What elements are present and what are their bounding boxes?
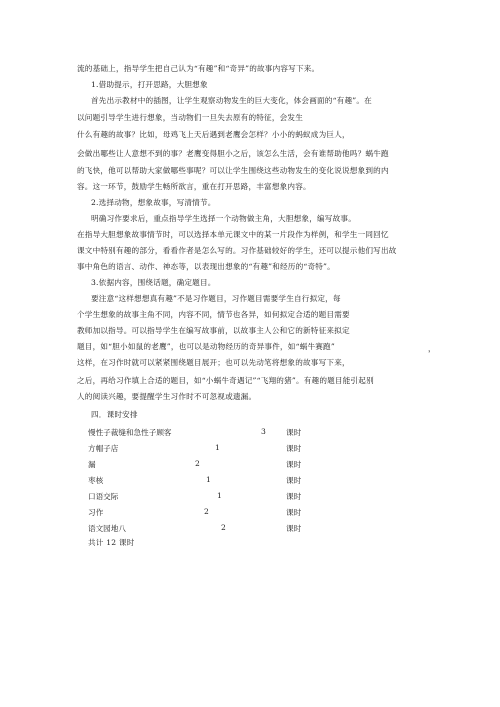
- hours-unit: 课时: [286, 492, 302, 501]
- text-line: 容。这一环节，鼓励学生畅所欲言，重在打开思路，丰富想象内容。: [77, 182, 311, 191]
- text-line: 题目，如“胆小如鼠的老鹰”，也可以是动物经历的奇异事件，如“蜗牛赛跑”: [77, 342, 335, 351]
- hours-unit: 课时: [286, 460, 302, 469]
- hours-unit: 课时: [286, 476, 302, 485]
- lesson-name: 口语交际: [88, 492, 119, 501]
- text-line: 教师加以指导。可以指导学生在编写故事前，以故事主人公和它的新特征来拟定: [77, 326, 350, 335]
- section-heading: 四．课时安排: [91, 410, 138, 419]
- text-line: 事中角色的语言、动作、神态等，以表现出想象的“有趣”和经历的“奇特”。: [77, 262, 335, 271]
- text-line: 的飞快，他可以帮助大家做哪些事呢？可以让学生围绕这些动物发生的变化说说想象到的内: [77, 166, 389, 175]
- text-line: 会做出哪些让人意想不到的事？老鹰变得胆小之后，该怎么生活，会有谁帮助他吗？蜗牛跑: [77, 149, 389, 158]
- text-line: 明确习作要求后，重点指导学生选择一个动物做主角，大胆想象，编写故事。: [91, 214, 356, 223]
- text-line: 个学生想象的故事主角不同，内容不同，情节也各异，如何拟定合适的题目需要: [77, 310, 350, 319]
- section-heading: 3.依据内容，围绕话题，确定题目。: [91, 278, 216, 287]
- hours-unit: 课时: [286, 428, 302, 437]
- text-line: 课文中特别有趣的部分，看看作者是怎么写的。习作基础较好的学生，还可以提示他们写出故: [77, 246, 397, 255]
- lesson-hours: 2: [221, 523, 226, 532]
- lesson-name: 习作: [88, 508, 104, 517]
- schedule-row: [88, 443, 328, 453]
- text-line: 人的阅读兴趣，要提醒学生习作时不可忽视或遗漏。: [77, 392, 257, 401]
- lesson-hours: 3: [261, 427, 266, 436]
- schedule-row: [88, 459, 328, 469]
- lesson-hours: 1: [215, 443, 220, 452]
- hours-unit: 课时: [286, 524, 302, 533]
- text-line: 在指导大胆想象故事情节时，可以选择本单元课文中的某一片段作为样例，和学生一同回忆: [77, 230, 389, 239]
- lesson-hours: 1: [206, 475, 211, 484]
- lesson-name: 慢性子裁缝和急性子顾客: [88, 428, 172, 437]
- lesson-name: 语文园地八: [88, 524, 126, 533]
- schedule-row: [88, 523, 328, 533]
- text-line: 首先出示教材中的插图，让学生观察动物发生的巨大变化，体会画面的“有趣”。在: [91, 96, 372, 105]
- lesson-name: 枣核: [88, 476, 104, 485]
- text-line: 流的基础上，指导学生把自己认为“有趣”和“奇异”的故事内容写下来。: [77, 64, 320, 73]
- text-line: 以问题引导学生进行想象，当动物们一旦失去原有的特征，会发生: [77, 113, 304, 122]
- schedule-row: [88, 475, 328, 485]
- hours-unit: 课时: [286, 508, 302, 517]
- text-line: 之后，再给习作填上合适的题目，如“小蜗牛奇遇记”“飞翔的猪”。有趣的题目能引起别: [77, 376, 374, 385]
- schedule-row: [88, 507, 328, 517]
- lesson-name: 漏: [88, 460, 96, 469]
- text-line: 什么有趣的故事？比如，母鸡飞上天后遇到老鹰会怎样？小小的蚂蚁成为巨人，: [77, 130, 350, 139]
- schedule-row: [88, 427, 328, 437]
- schedule-total: 共计 12 课时: [88, 538, 135, 547]
- text-line: 这样，在习作时就可以紧紧围绕题目展开；也可以先动笔将想象的故事写下来，: [77, 358, 350, 367]
- lesson-name: 方帽子店: [88, 444, 119, 453]
- hours-unit: 课时: [286, 444, 302, 453]
- lesson-hours: 1: [217, 491, 222, 500]
- text-line: 要注意“这样想想真有趣”不是习作题目，习作题目需要学生自行拟定，每: [91, 294, 341, 303]
- section-heading: 2.选择动物，想象故事，写清情节。: [91, 198, 216, 207]
- lesson-hours: 2: [204, 507, 209, 516]
- schedule-row: [88, 491, 328, 501]
- text-line: ，: [428, 344, 436, 353]
- section-heading: 1.借助提示，打开思路，大胆想象: [91, 80, 208, 89]
- lesson-hours: 2: [195, 459, 200, 468]
